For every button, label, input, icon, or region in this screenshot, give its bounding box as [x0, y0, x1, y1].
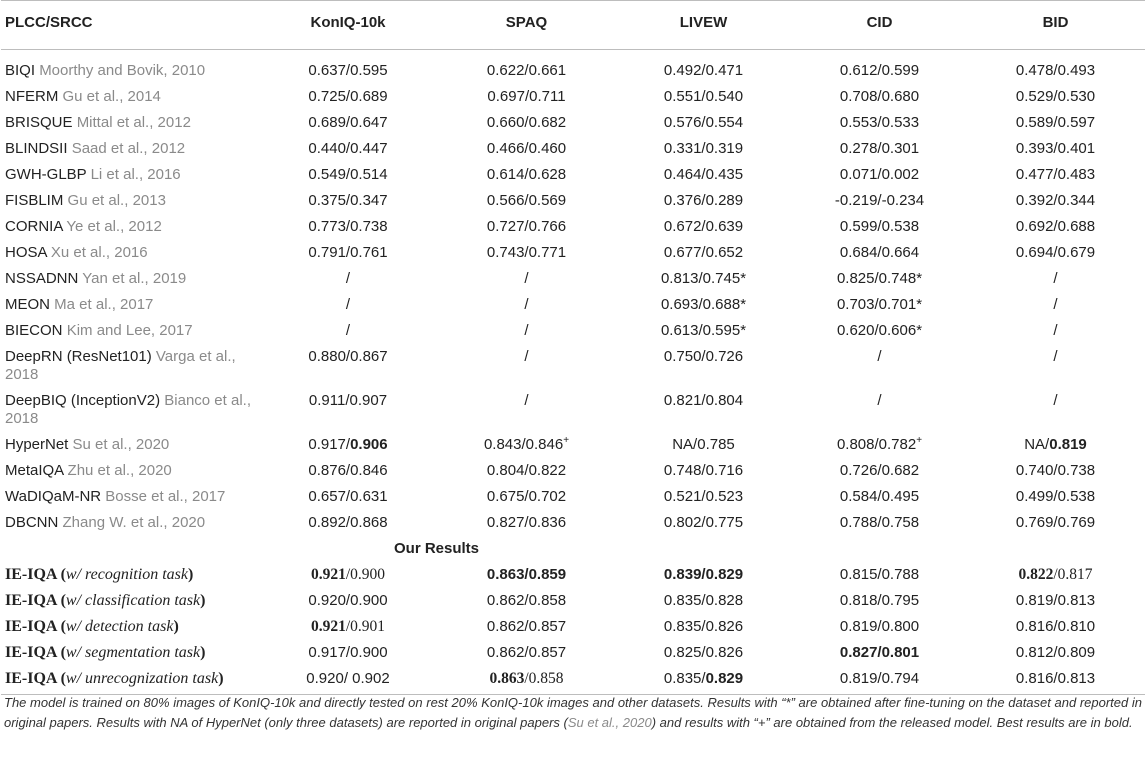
table-row: DeepBIQ (InceptionV2) Bianco et al., 2018 0.911/0.907 / 0.821/0.804 / / [5, 391, 1058, 427]
citation: Yan et al., 2019 [82, 269, 187, 287]
table-row: DeepRN (ResNet101) Varga et al., 2018 0.880/0.867 / 0.750/0.726 / / [5, 347, 1058, 383]
method-name: BLINDSII [5, 139, 68, 157]
citation: Bianco et al., 2018 [5, 391, 251, 427]
citation: Xu et al., 2016 [50, 243, 148, 261]
method-name: HyperNet [5, 435, 69, 453]
table-row: BRISQUE Mittal et al., 2012 0.689/0.647 0.660/0.682 0.576/0.554 0.553/0.533 0.589/0.597 [5, 113, 1096, 131]
table-row: IE-IQA (w/ segmentation task) 0.917/0.900 0.862/0.857 0.825/0.826 0.827/0.801 0.812/0.809 [5, 643, 1096, 661]
method-name: MetaIQA [5, 461, 64, 479]
citation: Moorthy and Bovik, 2010 [39, 61, 206, 79]
header-livew: LIVEW [616, 1, 793, 50]
header-plcc-srcc: PLCC/SRCC [1, 1, 259, 50]
table-row: HOSA Xu et al., 2016 0.791/0.761 0.743/0.771 0.677/0.652 0.684/0.664 0.694/0.679 [5, 243, 1096, 261]
citation: Varga et al., 2018 [5, 347, 236, 383]
method-name: NFERM [5, 87, 59, 105]
table-row: GWH-GLBP Li et al., 2016 0.549/0.514 0.614/0.628 0.464/0.435 0.071/0.002 0.477/0.483 [5, 165, 1096, 183]
table-footnote: The model is trained on 80% images of KonIQ-10k and directly tested on rest 20% KonIQ-10k images and other datasets. Results with “*” are obtained after fine-tuning on the dataset and reported in original papers. Results with NA of HyperNet (only three datasets) are reported in original papers (Su et al., 2020) and results with “+” are obtained from the released model. Best results are in bold. [4, 695, 1142, 730]
method-name: DeepBIQ (InceptionV2) [5, 391, 161, 409]
header-spaq: SPAQ [439, 1, 616, 50]
citation: Kim and Lee, 2017 [66, 321, 193, 339]
method-name: BIQI [5, 61, 36, 79]
citation: Bosse et al., 2017 [105, 487, 226, 505]
table-row: IE-IQA (w/ classification task) 0.920/0.900 0.862/0.858 0.835/0.828 0.818/0.795 0.819/0.813 [5, 591, 1096, 609]
section-row [1, 536, 1145, 562]
table-row: IE-IQA (w/ recognition task) 0.921/0.900 0.863/0.859 0.839/0.829 0.815/0.788 0.822/0.817 [5, 565, 1093, 583]
table-row: CORNIA Ye et al., 2012 0.773/0.738 0.727/0.766 0.672/0.639 0.599/0.538 0.692/0.688 [5, 217, 1096, 235]
citation: Mittal et al., 2012 [76, 113, 191, 131]
citation: Gu et al., 2013 [67, 191, 166, 209]
header-row [1, 1, 1145, 50]
our-results-label: Our Results [393, 539, 480, 557]
table-row: BIQI Moorthy and Bovik, 2010 0.637/0.595 0.622/0.661 0.492/0.471 0.612/0.599 0.478/0.493 [5, 61, 1096, 79]
method-name: DBCNN [5, 513, 59, 531]
citation: Zhu et al., 2020 [67, 461, 172, 479]
method-name: BRISQUE [5, 113, 73, 131]
method-name: HOSA [5, 243, 47, 261]
citation: Saad et al., 2012 [71, 139, 186, 157]
method-name: FISBLIM [5, 191, 64, 209]
method-name: MEON [5, 295, 50, 313]
table-row: BLINDSII Saad et al., 2012 0.440/0.447 0.466/0.460 0.331/0.319 0.278/0.301 0.393/0.401 [5, 139, 1096, 157]
table-row: IE-IQA (w/ unrecognization task) 0.920/ 0.902 0.863/0.858 0.835/0.829 0.819/0.794 0.816/0.813 [1, 666, 1145, 695]
table-row: NSSADNN Yan et al., 2019 / / 0.813/0.745* 0.825/0.748* / [5, 269, 1058, 287]
header-bid: BID [968, 1, 1145, 50]
table-row: BIECON Kim and Lee, 2017 / / 0.613/0.595* 0.620/0.606* / [5, 321, 1058, 339]
header-koniq: KonIQ-10k [259, 1, 439, 50]
citation: Li et al., 2016 [90, 165, 181, 183]
citation: Ye et al., 2012 [66, 217, 162, 235]
table-row [1, 50, 1145, 58]
method-name: CORNIA [5, 217, 63, 235]
citation: Gu et al., 2014 [62, 87, 161, 105]
table-row: MEON Ma et al., 2017 / / 0.693/0.688* 0.703/0.701* / [5, 295, 1058, 313]
citation: Su et al., 2020 [72, 435, 170, 453]
footnote-citation: Su et al., 2020 [567, 715, 652, 730]
table-row: MetaIQA Zhu et al., 2020 0.876/0.846 0.804/0.822 0.748/0.716 0.726/0.682 0.740/0.738 [5, 461, 1096, 479]
method-name: DeepRN (ResNet101) [5, 347, 152, 365]
table-row: FISBLIM Gu et al., 2013 0.375/0.347 0.566/0.569 0.376/0.289 -0.219/-0.234 0.392/0.344 [5, 191, 1096, 209]
citation: Zhang W. et al., 2020 [62, 513, 206, 531]
header-cid: CID [793, 1, 968, 50]
table-row: NFERM Gu et al., 2014 0.725/0.689 0.697/0.711 0.551/0.540 0.708/0.680 0.529/0.530 [5, 87, 1096, 105]
method-name: WaDIQaM-NR [5, 487, 102, 505]
results-table [1, 0, 1145, 695]
table-row: WaDIQaM-NR Bosse et al., 2017 0.657/0.631 0.675/0.702 0.521/0.523 0.584/0.495 0.499/0.538 [5, 487, 1096, 505]
method-name: NSSADNN [5, 269, 79, 287]
method-name: BIECON [5, 321, 63, 339]
table-row: HyperNet Su et al., 2020 0.917/0.906 0.843/0.846+ NA/0.785 0.808/0.782+ NA/0.819 [5, 434, 1087, 453]
citation: Ma et al., 2017 [54, 295, 154, 313]
table-row: DBCNN Zhang W. et al., 2020 0.892/0.868 0.827/0.836 0.802/0.775 0.788/0.758 0.769/0.769 [5, 513, 1096, 531]
table-row: IE-IQA (w/ detection task) 0.921/0.901 0.862/0.857 0.835/0.826 0.819/0.800 0.816/0.810 [5, 617, 1096, 635]
method-name: GWH-GLBP [5, 165, 87, 183]
